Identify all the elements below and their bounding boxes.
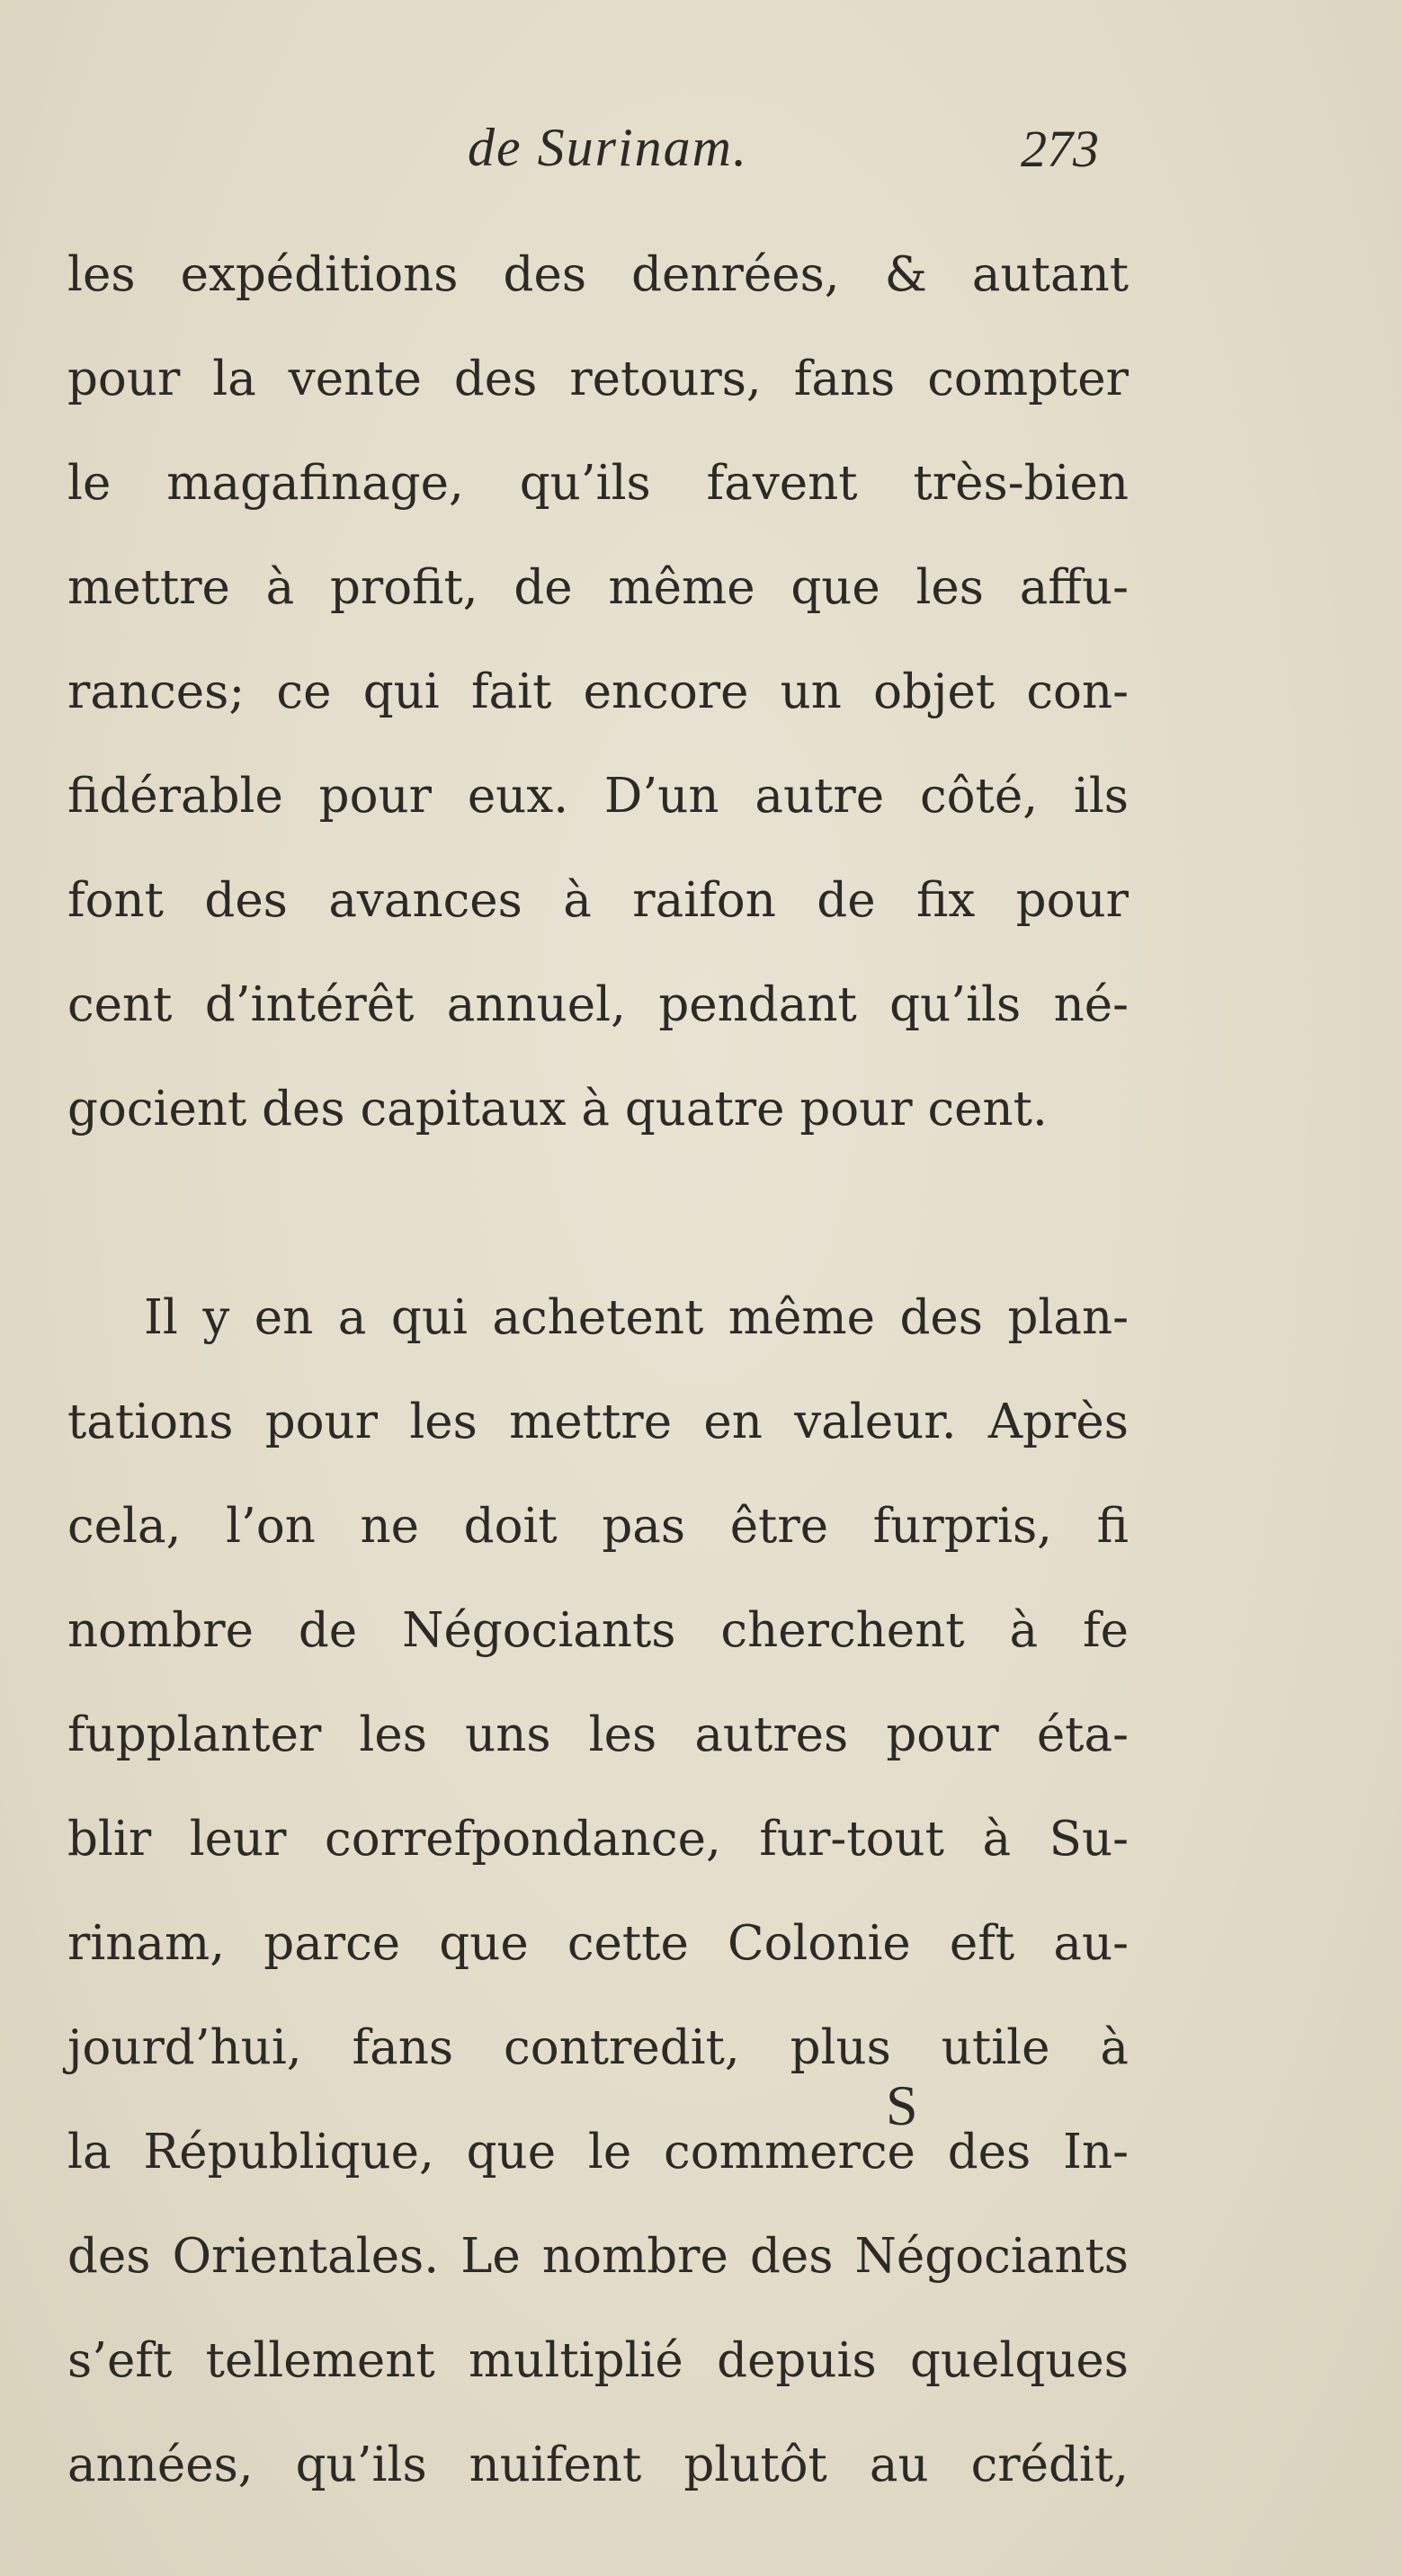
text-line: rances; ce qui fait encore un objet con- [67,664,1129,719]
text-line: la République, que le commerce des In- [67,2125,1129,2179]
text-line: font des avances à raifon de fix pour [67,873,1129,928]
text-line: pour la vente des retours, fans compter [67,352,1129,406]
body-text [67,223,1129,2518]
text-line: Il y en a qui achetent même des plan- [144,1290,1129,1345]
text-line: des Orientales. Le nombre des Négociants [67,2229,1129,2284]
text-line: tations pour les mettre en valeur. Après [67,1395,1129,1449]
text-line: s’eft tellement multiplié depuis quelques [67,2333,1129,2388]
text-line: gocient des capitaux à quatre pour cent. [67,1082,1048,1136]
text-line: nombre de Négociants cherchent à fe [67,1603,1129,1658]
text-line: cela, l’on ne doit pas être furpris, fi [67,1499,1129,1554]
page-number: 273 [1021,120,1099,178]
text-line: les expéditions des denrées, & autant [67,247,1129,302]
text-line: années, qu’ils nuifent plutôt au crédit, [67,2438,1129,2492]
text-line: jourd’hui, fans contredit, plus utile à [67,2020,1129,2075]
signature-mark: S [886,2073,918,2137]
text-line: le magafinage, qu’ils favent très-bien [67,456,1129,511]
text-line: mettre à profit, de même que les affu- [67,560,1129,615]
text-line: fidérable pour eux. D’un autre côté, ils [67,769,1129,824]
text-line: blir leur correfpondance, fur-tout à Su- [67,1812,1129,1867]
page-header [0,117,1402,189]
text-line: fupplanter les uns les autres pour éta- [67,1707,1129,1762]
running-head: de Surinam. [468,118,748,177]
text-line: rinam, parce que cette Colonie eft au- [67,1916,1129,1971]
paragraph-gap [67,1162,1129,1266]
text-line: cent d’intérêt annuel, pendant qu’ils né- [67,977,1129,1032]
